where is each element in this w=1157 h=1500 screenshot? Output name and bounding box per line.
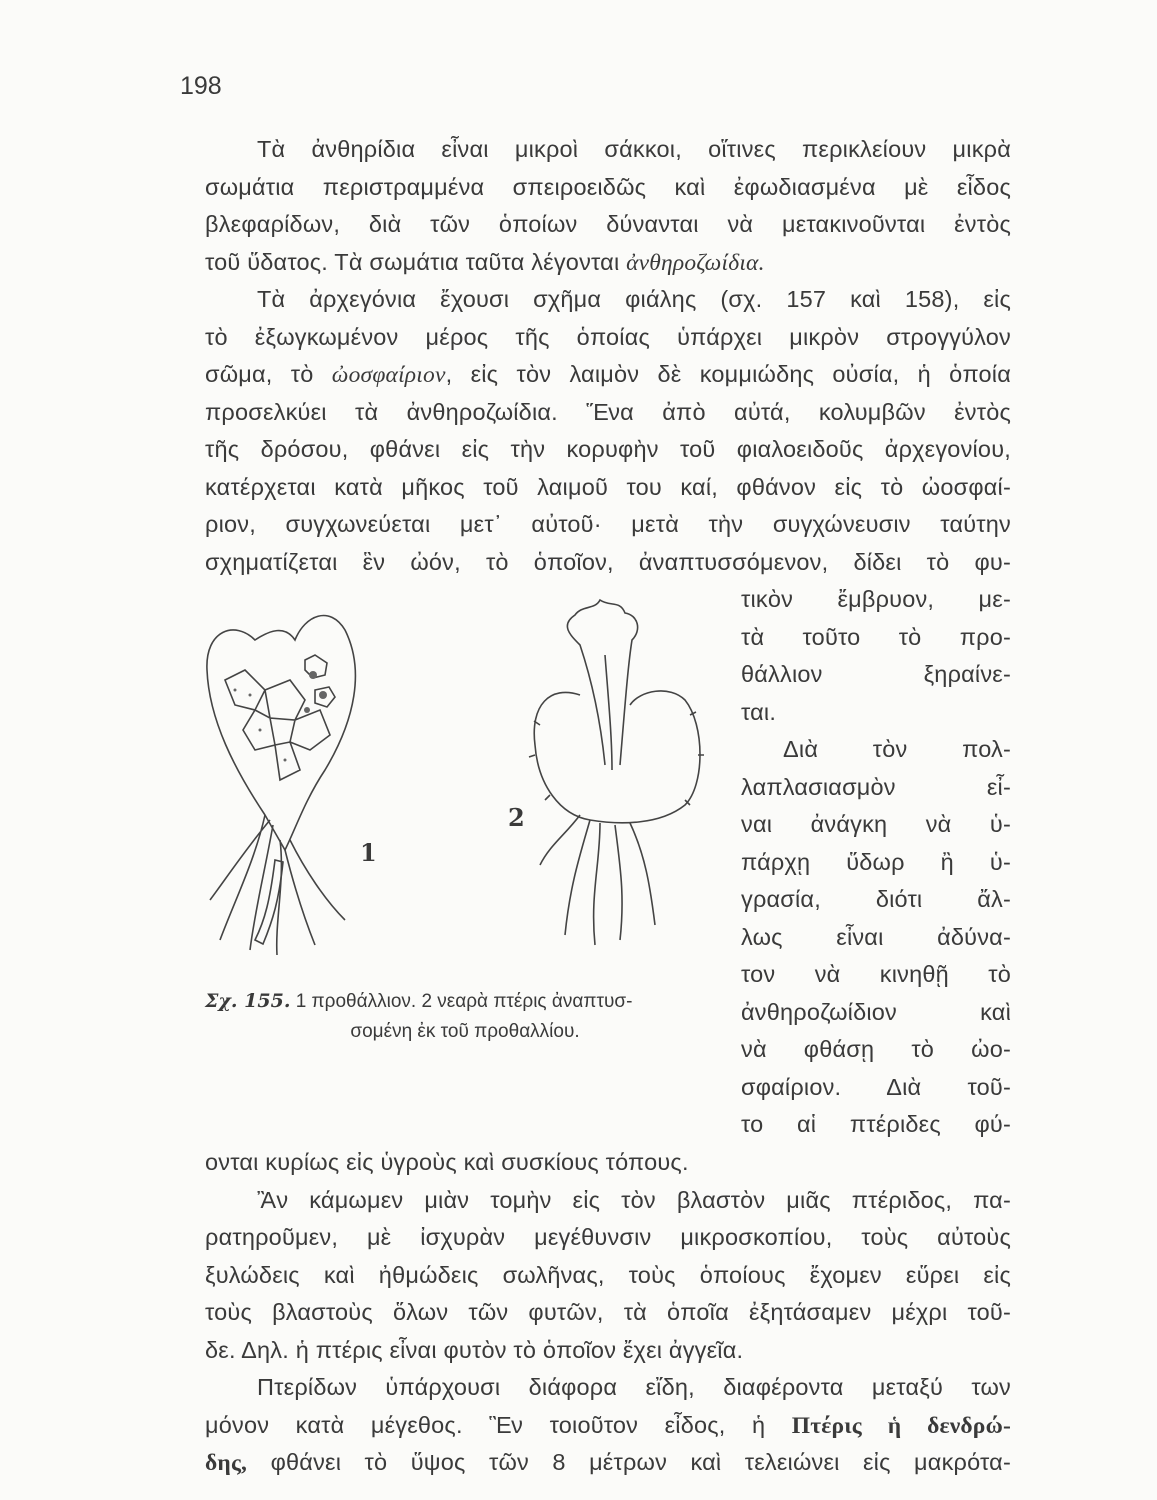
bold-term: Πτέρις ἡ δενδρώ- — [791, 1412, 1011, 1439]
text-segment: φθάνει τὸ ὕψος τῶν 8 μέτρων καὶ τελειώνει εἰς μακρότα- — [247, 1449, 1011, 1475]
text-segment: ναι ἀνάγκη νὰ ὑ- — [741, 811, 1011, 837]
text-segment: τον νὰ κινηθῇ τὸ — [741, 961, 1011, 987]
text-line — [205, 1182, 1011, 1220]
caption-line-2: σομένη ἐκ τοῦ προθαλλίου. — [350, 1021, 580, 1042]
text-segment: το αἱ πτέριδες φύ- — [741, 1111, 1011, 1137]
text-segment: τικὸν ἔμβρυον, με- — [741, 586, 1011, 612]
text-segment: τὰ τοῦτο τὸ προ- — [741, 623, 1011, 650]
bottom-text-block — [205, 1144, 1011, 1482]
figure-label-1: 1 — [360, 838, 377, 867]
text-line — [741, 1031, 1011, 1069]
text-line — [741, 994, 1011, 1032]
side-text-column — [741, 581, 1011, 1144]
text-line — [205, 1407, 1011, 1445]
text-line — [205, 1444, 1011, 1482]
text-segment: Διὰ τὸν πολ- — [783, 736, 1011, 762]
text-line — [205, 1144, 1011, 1182]
text-segment: θάλλιον ξηραίνε- — [741, 661, 1011, 687]
italic-term: ὠοσφαίριον — [331, 362, 446, 388]
text-line — [205, 1332, 1011, 1370]
text-segment: τῆς δρόσου, φθάνει εἰς τὴν κορυφὴν τοῦ φιαλοειδοῦς ἀρχεγονίου, — [205, 436, 1011, 462]
text-line — [205, 356, 1011, 394]
text-line — [741, 956, 1011, 994]
text-segment: τοὺς βλαστοὺς ὅλων τῶν φυτῶν, τὰ ὁποῖα ἐξητάσαμεν μέχρι τοῦ- — [205, 1299, 1011, 1325]
text-segment: τὸ ἐξωγκωμένον μέρος τῆς ὁποίας ὑπάρχει μικρὸν στρογγύλον — [205, 323, 1011, 350]
text-line — [205, 394, 1011, 432]
text-segment: κατέρχεται κατὰ μῆκος τοῦ λαιμοῦ του καί, φθάνον εἰς τὸ ὠοσφαί- — [205, 473, 1011, 500]
text-line — [205, 244, 1011, 282]
text-line — [205, 544, 1011, 582]
text-segment: προσελκύει τὰ ἀνθηροζωίδια. Ἕνα ἀπὸ αὐτά, κολυμβῶν ἐντὸς — [205, 398, 1011, 425]
text-segment: σῶμα, τὸ — [205, 361, 332, 387]
text-segment: Τὰ ἀνθηρίδια εἶναι μικροὶ σάκκοι, οἵτινες περικλείουν μικρὰ — [257, 136, 1011, 162]
text-segment: βλεφαρίδων, διὰ τῶν ὁποίων δύνανται νὰ μετακινοῦνται ἐντὸς — [205, 211, 1011, 237]
text-line — [205, 319, 1011, 357]
text-segment: ρατηροῦμεν, μὲ ἰσχυρὰν μεγέθυνσιν μικροσκοπίου, τοὺς αὐτοὺς — [205, 1224, 1011, 1250]
bold-term: δης, — [205, 1450, 248, 1476]
text-segment: λως εἶναι ἀδύνα- — [741, 923, 1011, 950]
text-line — [205, 506, 1011, 544]
text-segment: σφαίριον. Διὰ τοῦ- — [741, 1073, 1011, 1100]
text-segment: δε. Δηλ. ἡ πτέρις εἶναι φυτὸν τὸ ὁποῖον ἔχει ἀγγεῖα. — [205, 1336, 744, 1363]
text-line — [205, 1369, 1011, 1407]
text-line — [205, 169, 1011, 207]
text-segment: ἀνθηροζωίδιον καὶ — [741, 998, 1011, 1025]
text-line — [741, 1069, 1011, 1107]
text-line — [741, 881, 1011, 919]
text-segment: νὰ φθάσῃ τὸ ὠο- — [741, 1036, 1011, 1062]
caption-line-1: 1 προθάλλιον. 2 νεαρὰ πτέρις ἀναπτυσ- — [290, 991, 633, 1012]
text-line — [741, 806, 1011, 844]
text-line — [205, 281, 1011, 319]
text-line — [741, 731, 1011, 769]
prothallus-illustration — [195, 600, 385, 970]
text-line — [205, 206, 1011, 244]
text-line — [741, 619, 1011, 657]
figure-caption — [205, 986, 725, 1047]
caption-label: Σχ. 155. — [205, 990, 291, 1012]
text-segment: πάρχῃ ὕδωρ ἢ ὑ- — [741, 848, 1011, 875]
text-segment: , εἰς τὸν λαιμὸν δὲ κομμιώδης οὐσία, ἡ ὁποία — [445, 361, 1012, 387]
text-line — [205, 1219, 1011, 1257]
text-segment: λαπλασιασμὸν εἶ- — [741, 773, 1011, 800]
figure-label-2: 2 — [508, 803, 525, 832]
text-segment: Τὰ ἀρχεγόνια ἔχουσι σχῆμα φιάλης (σχ. 157 καὶ 158), εἰς — [257, 286, 1011, 312]
text-segment: ριον, συγχωνεύεται μετ᾽ αὐτοῦ· μετὰ τὴν συγχώνευσιν ταύτην — [205, 511, 1011, 537]
text-segment: γρασία, διότι ἄλ- — [741, 886, 1011, 912]
text-line — [741, 694, 1011, 732]
text-segment: σωμάτια περιστραμμένα σπειροειδῶς καὶ ἐφωδιασμένα μὲ εἶδος — [205, 173, 1011, 200]
text-segment: ονται κυρίως εἰς ὑγροὺς καὶ συσκίους τόπους. — [205, 1149, 689, 1175]
text-segment: Πτερίδων ὑπάρχουσι διάφορα εἴδη, διαφέροντα μεταξύ των — [257, 1374, 1011, 1400]
text-segment: τοῦ ὕδατος. Τὰ σωμάτια ταῦτα λέγονται — [205, 248, 627, 275]
text-line — [741, 1106, 1011, 1144]
text-line — [205, 1257, 1011, 1295]
text-segment: σχηματίζεται ἓν ὠόν, τὸ ὁποῖον, ἀναπτυσσόμενον, δίδει τὸ φυ- — [205, 548, 1011, 575]
text-line — [741, 919, 1011, 957]
text-segment: μόνον κατὰ μέγεθος. Ἓν τοιοῦτον εἶδος, ἡ — [205, 1411, 792, 1438]
text-segment: ξυλώδεις καὶ ἠθμώδεις σωλῆνας, τοὺς ὁποίους ἔχομεν εὕρει εἰς — [205, 1261, 1011, 1288]
top-text-block — [205, 131, 1011, 581]
text-line — [741, 769, 1011, 807]
text-line — [205, 469, 1011, 507]
text-line — [741, 844, 1011, 882]
text-segment: ται. — [741, 698, 777, 725]
text-line — [741, 656, 1011, 694]
text-line — [741, 581, 1011, 619]
text-line — [205, 431, 1011, 469]
italic-term: ἀνθηροζωίδια. — [626, 249, 765, 276]
text-line — [205, 131, 1011, 169]
young-fern-illustration — [520, 595, 720, 965]
text-line — [205, 1294, 1011, 1332]
page-number: 198 — [180, 72, 222, 100]
text-segment: Ἂν κάμωμεν μιὰν τομὴν εἰς τὸν βλαστὸν μιᾶς πτέριδος, πα- — [257, 1186, 1011, 1213]
